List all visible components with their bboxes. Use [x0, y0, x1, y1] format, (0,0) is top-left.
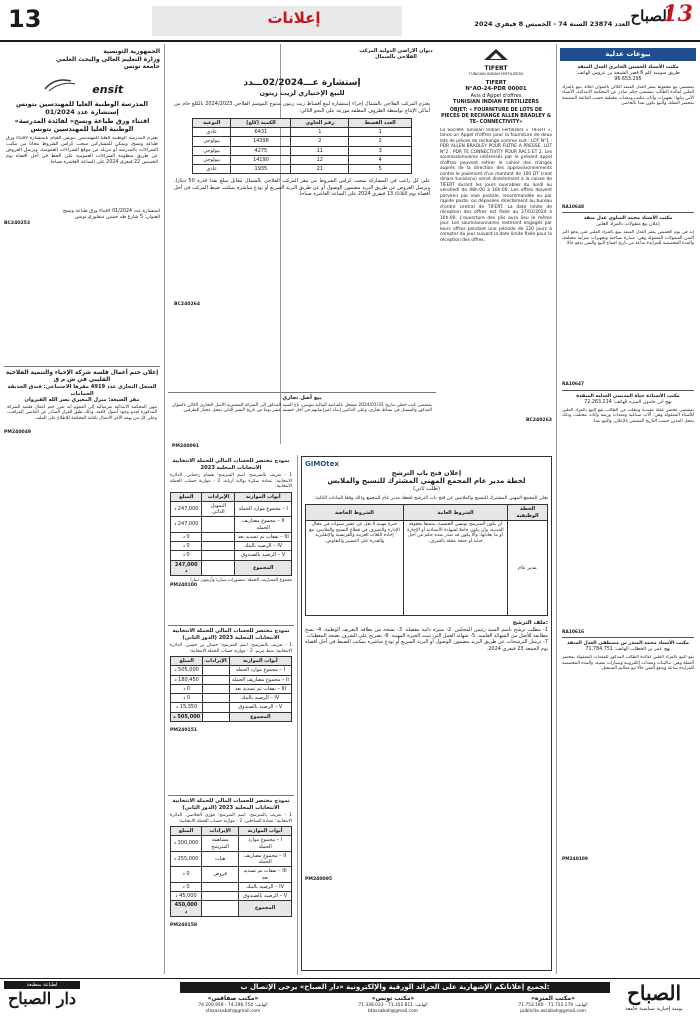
- notice-office: مكتب الأستاذة حياة المدنيني العدلية المنفذة: [576, 393, 680, 399]
- gimotex-round: (طلب ثاني): [413, 485, 440, 492]
- table-cell: 0 د: [171, 867, 202, 883]
- table-cell: 2: [291, 137, 349, 146]
- ofc-code: BC240264: [174, 302, 201, 308]
- office-name: «مكتب تونس»: [371, 995, 415, 1002]
- table-cell: عادي: [193, 128, 231, 137]
- sale-body: بمقتضى كتب خطي بتاريخ 2024/01/31 مسجل بالقباضة المالية بتونس، باع السيد المذكور إلى الشركة المشترية الأصل التجاري الكائن بالعنوان المذكور والمتمثل في نشاط تجاري، وعلى الدائنين إبداء اعتراضاتهم في أجل خمسة عشر يوما من تاريخ النشر الثاني بمحل مختار للطرفين.: [172, 402, 432, 414]
- ensit-bottom-consult: استشارة عدد 01/2024 لاقتناء ورق طباعة ونسخ: [62, 208, 160, 214]
- table-header: رقم الحاوي: [291, 118, 349, 127]
- table-cell: 505,000 د: [171, 666, 203, 675]
- table-row: [171, 666, 292, 675]
- table-cell: 6431: [231, 128, 291, 137]
- table-cell: [202, 551, 235, 560]
- table-row: [171, 694, 292, 703]
- table-cell: مدير عام: [508, 520, 548, 615]
- table-cell: 0 د: [171, 694, 203, 703]
- account-code: PM240158: [170, 922, 198, 928]
- footer-tagline: يومية إخبارية سياسية جامعة: [625, 1006, 683, 1012]
- footer-logo: الصباح: [626, 981, 682, 1005]
- table-cell: 300,000 د: [171, 836, 202, 852]
- table-cell: عادي: [193, 165, 231, 174]
- office-email[interactable]: btassabah@gmail.com: [367, 1009, 419, 1015]
- table-cell: V – الرصيد بالصندوق: [229, 703, 291, 712]
- table-cell: 255,000 د: [171, 851, 202, 867]
- table-cell: IV – الرصيد بالبنك: [229, 694, 291, 703]
- table-cell: [202, 892, 239, 901]
- notice-office: مكتب الأستاذ محمد الضاوي عدل منفذ: [583, 216, 673, 222]
- ofc-table: [192, 118, 412, 175]
- legal-notice: [562, 216, 694, 390]
- table-cell: المجموع: [229, 712, 291, 721]
- office-tunis: [340, 995, 446, 1015]
- table-cell: IV – الرصيد بالبنك: [239, 882, 292, 891]
- table-total-row: [171, 712, 292, 721]
- ofc-organization: ديوان الأراضي الدولية المركب الفلاحي بالشمال: [359, 48, 433, 61]
- table-header: المبلغ: [171, 492, 202, 501]
- ensit-ministry: وزارة التعليم العالي والبحث العلمي: [55, 55, 160, 63]
- table-cell: 0 د: [171, 542, 202, 551]
- table-row: [193, 137, 412, 146]
- gimotex-title: إعلان فتح باب الترشح: [391, 468, 462, 477]
- notice-code: RA10616: [562, 629, 585, 635]
- ensit-republic: الجمهورية التونسية: [103, 48, 160, 55]
- table-cell: I – مجموع موارد الحملة: [235, 501, 292, 517]
- gimotex-code: PM240095: [305, 876, 333, 882]
- table-header: الخطة الوظيفية: [508, 505, 548, 521]
- gimotex-logo: GIMOtex: [305, 460, 339, 468]
- table-cell: 3: [349, 146, 412, 155]
- table-cell: 450,000 د: [171, 901, 202, 917]
- ensit-logo: [4, 75, 160, 97]
- table-cell: المجموع: [239, 901, 292, 917]
- notice-body: يقع البيع بالمزاد العلني لفائدة الطالب المذكور للمعدات المعقولة بمحضر العقلة وهي: ماكينات ومعدات إلكترونية وسيارات نفعية، والمدة المخصصة للمزايدة ساعة ويدفع الثمن حالا مع معاليم التسجيل.: [562, 655, 694, 672]
- column-divider: [164, 44, 165, 974]
- printer-badge: [4, 981, 80, 1025]
- table-cell: 21: [291, 165, 349, 174]
- table-cell: 5: [349, 165, 412, 174]
- tifert-code: BC240263: [525, 417, 552, 423]
- court-subtitle: السجل التجاري عدد 4919 مقرها الاجتماعي: فندق الحديقة الحمامات: [7, 384, 157, 397]
- business-sale-notice: [168, 392, 436, 452]
- ofc-intro: يعتزم المركب الفلاحي بالشمال إجراء إستشارة لبيع أقساط زيت زيتون منتوج الموسم الفلاحي 2024/2023 بالكلغ خام من أماكن الإنتاج بواسطة الظروف المغلقة موزعة على النحو التالي:: [174, 101, 430, 114]
- column-divider: [297, 455, 298, 975]
- table-row: [171, 703, 292, 712]
- gimotex-file-title: ملف الترشح:: [512, 619, 548, 626]
- gimotex-frame: [301, 456, 552, 971]
- account-title: نموذج مختصر للحساب المالي للحملة الانتخابية الانتخابات المحلية 2023: [172, 458, 290, 471]
- tifert-logo: [440, 48, 552, 77]
- table-row: [171, 851, 292, 867]
- table-header: أبواب الموازنة: [229, 657, 291, 666]
- masthead-logo: [630, 1, 695, 33]
- table-row: [306, 520, 548, 615]
- table-header: الكمية (كلغ): [231, 118, 291, 127]
- campaign-account: [168, 626, 294, 796]
- table-cell: [203, 675, 230, 684]
- table-header-row: [171, 827, 292, 836]
- table-row: [193, 155, 412, 164]
- tifert-company: TUNISIAN INDIAN FERTILIZERS: [453, 99, 539, 106]
- table-cell: 14190: [231, 155, 291, 164]
- ensit-consultation: [4, 48, 160, 363]
- notice-address: إعلان بيع منقولات بالمزاد العلني: [596, 222, 660, 228]
- account-table: [170, 826, 292, 917]
- court-subtitle-2: مقر الضيعة: منزل المعيري نصر الله القيروان: [24, 397, 140, 404]
- table-row: [193, 165, 412, 174]
- section-title: إعلانات: [267, 9, 321, 27]
- table-row: [171, 836, 292, 852]
- table-cell: أن يكون المترشح تونسي الجنسية، متمتعا بحقوقه المدنية، وأن يكون حاملا لشهادة الأستاذية أو الإجازة أو ما يعادلها، وألا يكون قد صدر ضده حكم من أجل جناية أو جنحة مخلة بالشرف.: [403, 520, 507, 615]
- account-note: مجموع المصاريف الحملة: منشورات سيارة وأربعون دينارا: [190, 578, 292, 583]
- sale-title: بيع أصل تجاري: [282, 395, 322, 401]
- legal-notice: [562, 641, 694, 864]
- ensit-body: تعتزم المدرسة الوطنية العليا للمهندسين بتونس القيام باستشارة لاقتناء ورق طباعة ونسخ، ويمكن للمشاركين سحب كراس الشروط مجانا من مكتب الشراءات بالمدرسة أو تنزيله من موقع الشراءات العمومية، وترسل العروض عن طريق منظومة الشراءات العمومية على الخط في أجل أقصاه يوم الخميس 22 فيفري 2024 على الساعة العاشرة صباحا.: [6, 135, 158, 165]
- ensit-logo-icon: [41, 75, 91, 93]
- table-cell: [202, 882, 239, 891]
- notice-office: مكتب الأستاذ محمد المنذر بن مصطفى العدل المنفذ: [567, 641, 689, 647]
- table-cell: [202, 560, 235, 576]
- table-cell: 4: [349, 155, 412, 164]
- table-header: الإيرادات: [202, 492, 235, 501]
- table-cell: هبات: [202, 851, 239, 867]
- table-header: الشروط الخاصة: [306, 505, 404, 521]
- table-header: النوعية: [193, 118, 231, 127]
- table-cell: 2: [349, 137, 412, 146]
- notice-address: نهج عمر بن الخطاب الهاتف: 71.784.751: [585, 647, 671, 653]
- table-row: [171, 867, 292, 883]
- table-cell: [202, 517, 235, 533]
- table-row: [171, 542, 292, 551]
- table-cell: 1935: [231, 165, 291, 174]
- table-cell: [203, 684, 230, 693]
- page-number: 13: [8, 5, 42, 33]
- page-header: [0, 0, 700, 40]
- table-cell: 45,000 د: [171, 892, 202, 901]
- office-email[interactable]: publicite.assabah@gmail.com: [520, 1009, 586, 1015]
- office-sfax: [180, 995, 286, 1015]
- ensit-address: العنوان: 5 شارع طه حسين منفلوري تونس: [75, 214, 160, 220]
- table-row: [193, 146, 412, 155]
- table-header: المبلغ: [171, 827, 202, 836]
- table-cell: المجموع: [235, 560, 292, 576]
- table-cell: 0 د: [171, 882, 202, 891]
- table-cell: بيولوجي: [193, 137, 231, 146]
- account-code: PM240100: [170, 583, 198, 589]
- account-info: 1 - تعريف بالمترشح: اسم المترشح: هشام رحماني. الدائرة الانتخابية: عمادة سكرة بولاية أريانة. 2 - موازنة حساب الحملة الانتخابية:: [170, 473, 292, 489]
- table-cell: [203, 712, 230, 721]
- table-row: [171, 882, 292, 891]
- table-cell: 12: [291, 155, 349, 164]
- table-row: [171, 532, 292, 541]
- court-code: PM240049: [4, 429, 32, 435]
- sale-code: PM240091: [172, 443, 200, 449]
- table-row: [171, 501, 292, 517]
- notice-address: نهج ابن خلدون المنزه الهاتف: 72.263.214: [584, 399, 672, 405]
- court-body: تنهي المحكمة الابتدائية بقرمبالية إلى العموم أنه تقرر ختم أعمال فلسة الشركة المذكورة لعدم وجود أصول كافية، وذلك طبق القرار الصادر عن القاضي المراقب، وعلى كل من يهمه الأمر الاتصال بكتابة المحكمة للاطلاع على الملف.: [7, 404, 157, 421]
- account-title: نموذج مختصر للحساب المالي للحملة الانتخابية الانتخابات المحلية 2023 (الدور الثاني): [172, 798, 290, 811]
- table-cell: 247,000 د: [171, 501, 202, 517]
- table-header: أبواب الموازنة: [239, 827, 292, 836]
- ensit-consult-number: إستشارة عدد 01/2024: [45, 108, 119, 117]
- tifert-logo-sub: TUNISIAN INDIAN FERTILIZERS: [468, 72, 524, 77]
- table-cell: 15,350 د: [171, 703, 203, 712]
- office-phone: الهاتف: 71.752.179 - 71.752.180: [518, 1003, 588, 1009]
- ensit-school: المدرسة الوطنية العليا للمهندسين بتونس: [16, 100, 148, 109]
- classifieds-title: بيوعات عدلية: [560, 48, 696, 61]
- tifert-mark-icon: [481, 48, 511, 62]
- masthead-logo-number: 13: [662, 1, 693, 27]
- table-cell: III – نفقات تم تسديد بعد: [239, 867, 292, 883]
- issue-line: العدد 23874 السنة 74 - الخميس 8 فيفري 2024: [474, 20, 630, 28]
- tifert-avis: Avis d'Appel d'offres: [470, 93, 522, 100]
- notice-code: RA10648: [562, 204, 585, 210]
- ensit-purpose: «اقتناء ورق طباعة ونسخ» لفائدة المدرسة الوطنية العليا للمهندسين بتونس: [14, 116, 150, 133]
- tifert-tender: [440, 48, 552, 453]
- court-title: إعلان ختم أعمال فلسة شركة الإحياء والتنمية الفلاحية القليبي في ش م ق: [5, 370, 159, 384]
- office-email[interactable]: sfaxassabah@gmail.com: [205, 1009, 261, 1015]
- table-cell: I – مجموع موارد الحملة: [229, 666, 291, 675]
- account-info: 1 - تعريف بالمترشح: اسم المترشح: حسان بن حسين. الدائرة الانتخابية: شط مريم. 2 - موازنة حساب الحملة الانتخابية:: [170, 643, 292, 654]
- table-cell: II – مجموع مصاريف الحملة: [235, 517, 292, 533]
- gimotex-table: [305, 504, 548, 616]
- masthead-logo-name: الصباح: [630, 7, 671, 25]
- table-header: الإيرادات: [203, 657, 230, 666]
- table-cell: III – نفقات تم تسديد بعد: [235, 532, 292, 541]
- table-cell: 247,000 د: [171, 517, 202, 533]
- notice-body: بمقتضى محضر عقلة تنفيذية وبطلب من الطالب يقع البيع بالمزاد العلني للأشياء المعقولة وهي: آلات صناعية ومعدات ورشة وأثاث مختلف، وذلك بمحل المدين حسب التاريخ المضمن بالإعلان، والبيع نقدا.: [562, 407, 694, 424]
- notice-code: PM240109: [562, 857, 588, 863]
- table-cell: 1: [291, 128, 349, 137]
- table-row: [171, 892, 292, 901]
- office-name: «مكتب صفاقس»: [207, 995, 259, 1002]
- notice-body: بمقتضى بيع محفوظ بمقر العدل المنفذ الكائن بالعنوان أعلاه، يبيع بالمزاد العلني لفائدة الطالب بمقتضى حكم صادر عن المحكمة الابتدائية، الأشياء الآتي بيانها: تجهيزات وأثاث مكتب ومعدات مختلفة حسب القائمة المضمنة بمحضر العقلة، والبيع يكون نقدا بالحاضر.: [562, 84, 694, 107]
- table-cell: II – مجموع مصاريف الحملة: [229, 675, 291, 684]
- ofc-subtitle: للبيع الإختياري لزيت زيتون: [259, 89, 345, 98]
- table-row: [171, 684, 292, 693]
- account-table: [170, 656, 292, 722]
- notice-address: طريق سوسة كلم 6 قصر الشيخة بن عروس الهاتف: 96.653.295: [576, 70, 680, 82]
- table-cell: [202, 901, 239, 917]
- table-cell: [203, 666, 230, 675]
- legal-notice: [562, 394, 694, 638]
- account-table: [170, 492, 292, 577]
- notice-body: إنه في يوم الخميس بمقر العدل المنفذ يبيع بالمزاد العلني لمن يدفع أكثر الثمن المنقولات المعقولة وهي: سيارة سياحية وتجهيزات منزلية مختلفة، والمدة المخصصة للمزايدة ساعة من تاريخ افتتاح البيع والثمن يدفع حالا.: [562, 230, 694, 247]
- tifert-objet: OBJET: « FOURNITURE DE LOTS DE PIECES DE RECHANGE ALLEN BRADLEY & TE- CONNECTIVITY»: [440, 107, 552, 125]
- office-phone: الهاتف: 74.296.754 - 74.200.959: [198, 1003, 268, 1009]
- gimotex-recruitment: [301, 456, 552, 974]
- tifert-logo-text: TIFERT: [484, 64, 508, 72]
- table-header-row: [193, 118, 412, 127]
- ensit-logo-text: ensit: [92, 82, 124, 96]
- table-cell: قروض: [202, 867, 239, 883]
- table-cell: III – نفقات تم تسديد بعد: [229, 684, 291, 693]
- column-divider: [556, 44, 557, 974]
- table-cell: II – مجموع مصاريف الحملة: [239, 851, 292, 867]
- table-cell: [203, 694, 230, 703]
- table-header-row: [171, 492, 292, 501]
- table-cell: 4275: [231, 146, 291, 155]
- account-title: نموذج مختصر للحساب المالي للحملة الانتخابية الانتخابات المحلية 2023 (الدور الثاني): [172, 628, 290, 641]
- table-cell: V – الرصيد بالصندوق: [235, 551, 292, 560]
- table-cell: [202, 542, 235, 551]
- table-cell: مساهمة المترشح: [202, 836, 239, 852]
- account-code: PM240151: [170, 727, 198, 733]
- table-row: [171, 551, 292, 560]
- table-header: الإيرادات: [202, 827, 239, 836]
- table-header: المبلغ: [171, 657, 203, 666]
- table-cell: [203, 703, 230, 712]
- table-cell: IV – الرصيد بالبنك: [235, 542, 292, 551]
- tifert-body: La Société Tunisian Indian Fertilizers « TIFERT », lance un Appel d'offres pour la fourniture de deux lots de pièces de rechange comme suit : LOT N°1 : PDR ALLEN BRADLEY POUR FILTRE A PRESSE. LOT N°2 : PDR TE CONNECTIVITY POUR RAC1 ET 2. Les soumissionnaires intéressés par le présent appel d'offres peuvent retirer le cahier des charges auprès de la direction des approvisionnements contre le paiement d'un montant de 100 DT (cent dinars tunisiens) versé directement à la caisse de TIFERT durant les jours ouvrables du lundi au vendredi de 08h:00 à 16h:00. Les offres doivent parvenir par voie postale, recommandée ou par rapide poste, ou déposées directement au bureau d'ordre central de TIFERT. La date limite de réception des offres est fixée au 27/02/2024 à 10h:00. L'ouverture des plis aura lieu le même jour. Les soumissionnaires resteront engagés par leurs offres pendant une période de 120 jours à compter du jour suivant la date limite fixée pour la réception des offres.: [440, 127, 552, 243]
- table-total-row: [171, 560, 292, 576]
- table-header-row: [171, 657, 292, 666]
- classifieds-column: [560, 48, 696, 973]
- olive-oil-tender: [168, 48, 436, 388]
- table-cell: بيولوجي: [193, 146, 231, 155]
- header-rule: [0, 40, 700, 42]
- table-header: أبواب الموازنة: [235, 492, 292, 501]
- page-footer: [0, 978, 700, 1027]
- gimotex-file-list: 1- مطلب ترشح باسم السيد رئيس المجلس. 2- سيرة ذاتية مفصلة. 3- نسخة من بطاقة التعريف الوطنية. 4- نسخ مطابقة للأصل من الشهائد العلمية. 5- شهائد العمل التي تثبت الخبرة المهنية. 6- تصريح على الشرف بصحة المعطيات. 7- ترسل الترشحات عن طريق البريد مضمون الوصول أو البريد السريع أو تودع مباشرة بمكتب الضبط في أجل أقصاه يوم الجمعة 23 فيفري 2024.: [305, 626, 548, 652]
- table-cell: 247,000 د: [171, 560, 202, 576]
- table-header-row: [306, 505, 548, 521]
- table-row: [193, 128, 412, 137]
- campaign-account: [168, 456, 294, 626]
- gimotex-intro: يعلن المجمع المهني المشترك للنسيج والملابس عن فتح باب الترشح لخطة مدير عام للمجمع وذلك وفقا للبيانات التالية:: [314, 495, 548, 501]
- ensit-code: BC240253: [4, 220, 31, 226]
- table-row: [171, 517, 292, 533]
- notice-code: RA10647: [562, 382, 585, 388]
- left-lower-area: [4, 456, 160, 974]
- table-cell: 0 د: [171, 684, 203, 693]
- table-cell: 0 د: [171, 532, 202, 541]
- ofc-conditions: على كل راغب في المشاركة سحب كراس الشروط من مقر المركب الفلاحي بالشمال مقابل مبلغ نقدا قدره 50 دينارا، وترسل العروض عن طريق البريد مضمون الوصول أو عن طريق البريد السريع أو تودع مباشرة بمكتب ضبط المركب في أجل أقصاه يوم الثلاثاء 13 فيفري 2024 على الساعة العاشرة صباحا.: [174, 178, 430, 197]
- court-liquidation-notice: [4, 366, 160, 452]
- table-cell: بيولوجي: [193, 155, 231, 164]
- tifert-ref: TIFERT: [485, 79, 507, 86]
- table-cell: خبرة مهنية لا تقل عن عشر سنوات في مجال الإدارة والتصرف في قطاع النسيج والملابس، مع إجادة اللغات العربية والفرنسية والإنقليزية والقدرة على التسيير والتفاوض.: [306, 520, 404, 615]
- office-phone: الهاتف: 71.352.811 - 71.338.033: [358, 1003, 428, 1009]
- table-cell: 0 د: [171, 551, 202, 560]
- table-total-row: [171, 901, 292, 917]
- ofc-title: إستشارة عـــ02/2024ـــدد: [243, 78, 361, 88]
- table-cell: 1: [349, 128, 412, 137]
- campaign-account: [168, 796, 294, 966]
- campaign-accounts-column: [168, 456, 294, 974]
- notice-office: مكتب الأستاذ الحسين الجابري العدل المنفذ: [577, 65, 679, 70]
- table-cell: I – مجموع موارد الحملة: [239, 836, 292, 852]
- table-row: [171, 675, 292, 684]
- table-cell: V – الرصيد بالصندوق: [239, 892, 292, 901]
- table-cell: التمويل الذاتي: [202, 501, 235, 517]
- tifert-number: N°AO-24-PDR 00001: [465, 86, 527, 93]
- legal-notice: [562, 65, 694, 213]
- table-cell: 180,450 د: [171, 675, 203, 684]
- table-cell: 505,000 د: [171, 712, 203, 721]
- ensit-university: جامعة تونس: [123, 63, 160, 70]
- table-cell: 11: [291, 146, 349, 155]
- gimotex-subtitle: لخطة مدير عام المجمع المهني المشترك للنسيج والملابس: [327, 476, 526, 485]
- ad-contact-strip: لجميع إعلاناتكم الإشهارية على الجرائد الورقية والإلكترونية «دار الصباح» يرجى الإتصال ب:: [180, 982, 610, 993]
- table-cell: [202, 532, 235, 541]
- table-header: العدد الفسط: [349, 118, 412, 127]
- printer-logo: دار الصباح: [7, 989, 77, 1009]
- account-info: 1 - تعريف بالمترشح: اسم المترشح: فوزي الجلاصي. الدائرة الانتخابية: عمادة الساحلين. 2 - موازنة حساب الحملة الانتخابية:: [170, 813, 292, 824]
- office-menzah: [500, 995, 606, 1015]
- table-cell: 14398: [231, 137, 291, 146]
- footer-masthead: [612, 981, 696, 1025]
- printer-label: لطباعة بمطبعة: [4, 981, 80, 989]
- office-name: «مكتب المنزه»: [531, 995, 575, 1002]
- table-header: الشروط العامة: [403, 505, 507, 521]
